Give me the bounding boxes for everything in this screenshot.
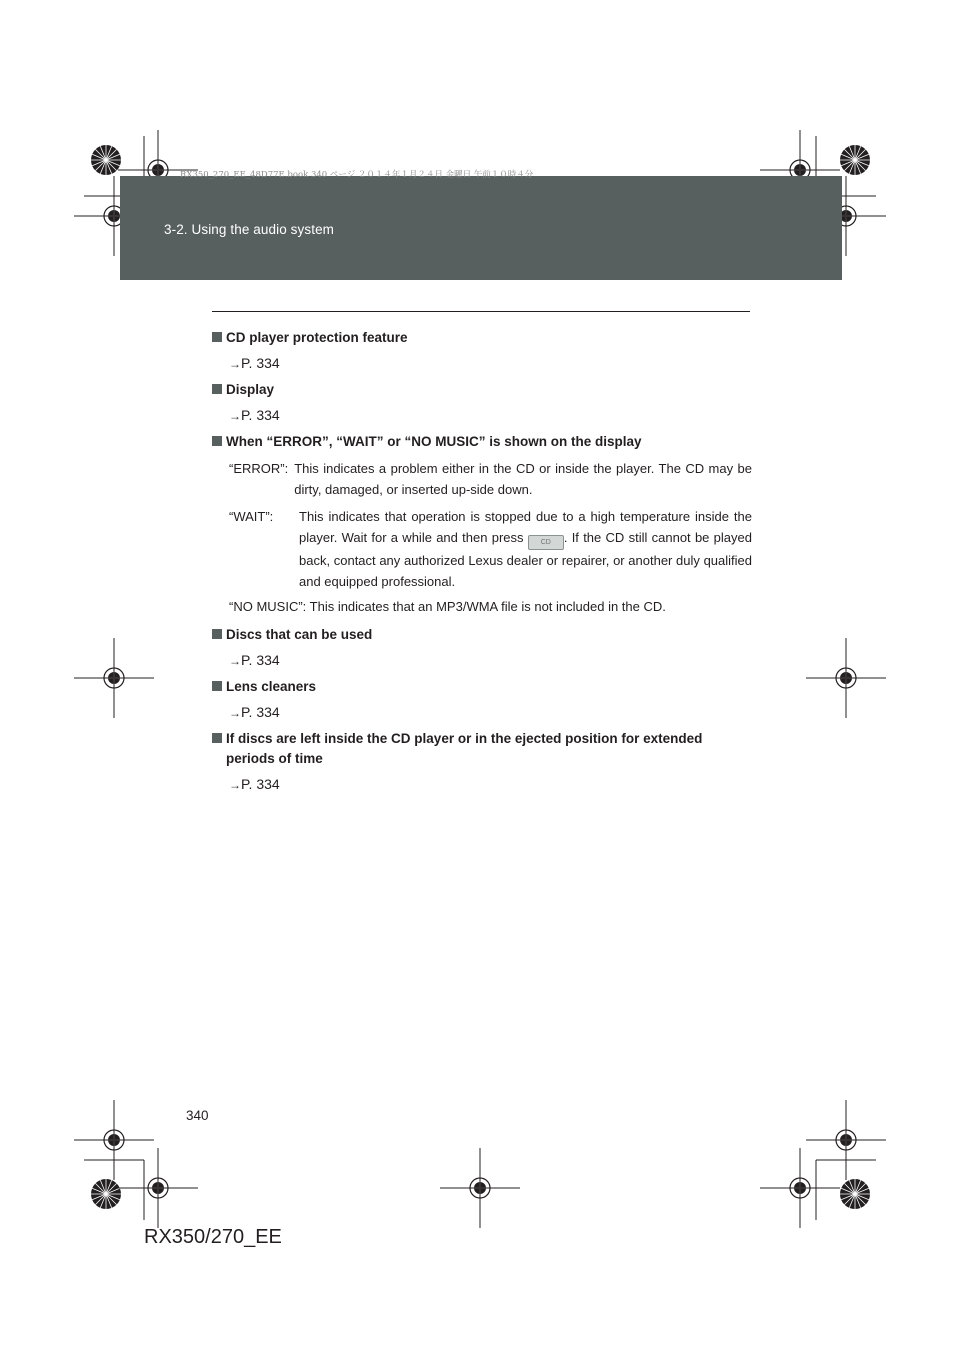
square-bullet-icon	[212, 681, 222, 691]
print-stamp: RX350_270_EE_48D77E.book 340 ページ ２０１４年１月２４日 金曜日 午前１０時４分	[180, 170, 534, 180]
cd-button-icon: CD	[528, 535, 564, 550]
section-discs	[212, 625, 752, 671]
arrow-right-icon: →	[229, 778, 241, 792]
message-error	[229, 458, 752, 500]
page-reference-link[interactable]: →P. 334	[229, 407, 280, 423]
section-heading: If discs are left inside the CD player or in the ejected position for extended periods of time	[212, 729, 752, 769]
page-reference-link[interactable]: →P. 334	[229, 704, 280, 720]
model-code: RX350/270_EE	[144, 1226, 282, 1248]
page-number: 340	[186, 1108, 209, 1123]
square-bullet-icon	[212, 629, 222, 639]
section-cd-protection	[212, 328, 752, 374]
header-rule	[212, 311, 750, 312]
section-heading: When “ERROR”, “WAIT” or “NO MUSIC” is shown on the display	[212, 432, 752, 452]
section-display-messages	[212, 432, 752, 617]
arrow-right-icon: →	[229, 706, 241, 720]
message-key: “ERROR”:	[229, 461, 289, 476]
square-bullet-icon	[212, 733, 222, 743]
section-heading: CD player protection feature	[212, 328, 752, 348]
section-heading: Lens cleaners	[212, 677, 752, 697]
message-description: This indicates that operation is stopped due to a high temperature inside the player. Wait for a while and then press CD . If the CD still cannot be played back, contact any authorized Lexus dealer or repairer, or another duly qualified and equipped professional.	[299, 509, 752, 589]
section-title: 3-2. Using the audio system	[164, 222, 335, 237]
section-lens-cleaners	[212, 677, 752, 723]
arrow-right-icon: →	[229, 409, 241, 423]
message-wait	[229, 506, 752, 592]
message-key: “WAIT”:	[229, 509, 274, 524]
arrow-right-icon: →	[229, 357, 241, 371]
page-reference-link[interactable]: →P. 334	[229, 355, 280, 371]
page-reference-link[interactable]: →P. 334	[229, 776, 280, 792]
section-display	[212, 380, 752, 426]
message-no-music: “NO MUSIC”: This indicates that an MP3/WMA file is not included in the CD.	[229, 599, 666, 614]
section-heading: Discs that can be used	[212, 625, 752, 645]
section-heading: Display	[212, 380, 752, 400]
page-reference-link[interactable]: →P. 334	[229, 652, 280, 668]
page-content	[212, 328, 752, 801]
message-description: This indicates a problem either in the CD or inside the player. The CD may be dirty, damaged, or inserted up-side down.	[294, 461, 752, 497]
square-bullet-icon	[212, 332, 222, 342]
section-discs-left-inside	[212, 729, 752, 795]
arrow-right-icon: →	[229, 654, 241, 668]
square-bullet-icon	[212, 384, 222, 394]
square-bullet-icon	[212, 436, 222, 446]
